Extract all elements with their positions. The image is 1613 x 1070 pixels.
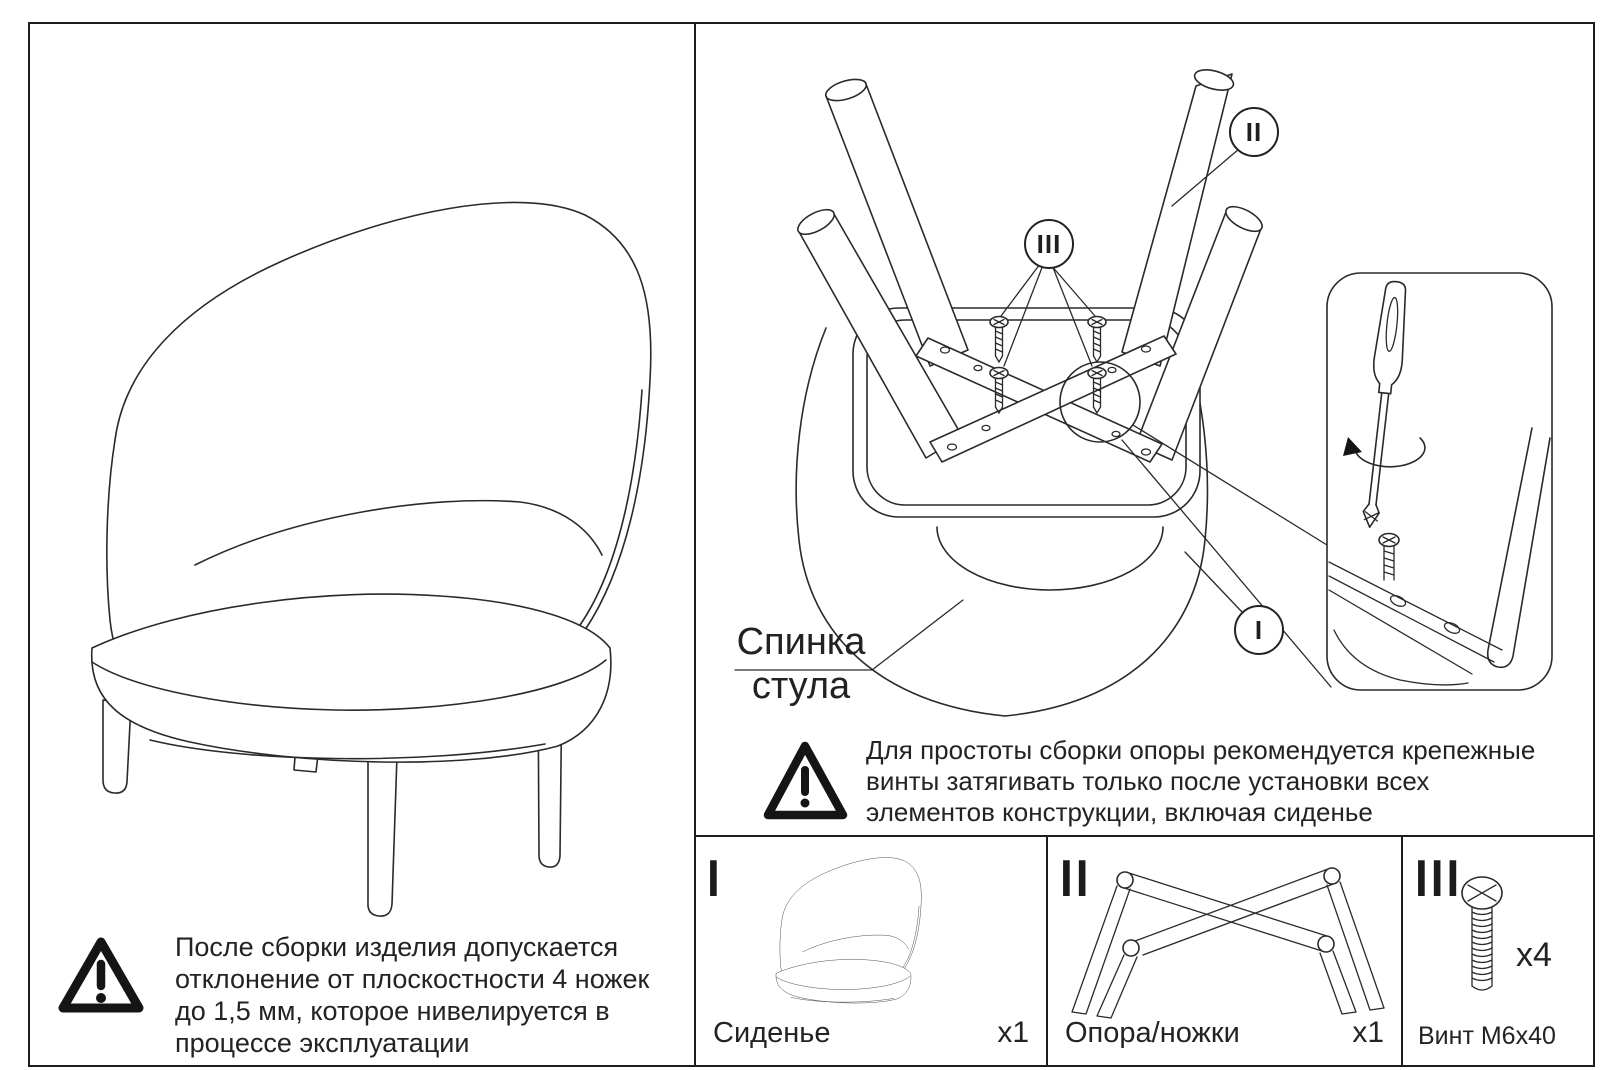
callout-III: III bbox=[1024, 219, 1074, 269]
parts-strip-divider bbox=[694, 835, 1595, 837]
part-row-seat bbox=[695, 1016, 1047, 1050]
assembly-note-line3: элементов конструкции, включая сиденье bbox=[866, 797, 1373, 827]
callout-I: I bbox=[1234, 605, 1284, 655]
assembly-note bbox=[866, 735, 1535, 828]
flatness-warning-line1: После сборки изделия допускается bbox=[175, 932, 619, 962]
callout-II: II bbox=[1229, 107, 1279, 157]
flatness-warning bbox=[175, 931, 649, 1059]
backrest-label bbox=[706, 620, 896, 708]
backrest-label-line2: стула bbox=[751, 665, 851, 707]
part-numeral-II: II bbox=[1060, 849, 1092, 908]
flatness-warning-line3: до 1,5 мм, которое нивелируется в bbox=[175, 996, 610, 1026]
panel-divider bbox=[694, 22, 696, 1067]
flatness-warning-line2: отклонение от плоскостности 4 ножек bbox=[175, 964, 650, 994]
assembly-note-line2: винты затягивать только после установки всех bbox=[866, 766, 1430, 796]
part-numeral-III: III bbox=[1415, 849, 1463, 908]
backrest-label-line1: Спинка bbox=[736, 621, 866, 663]
flatness-warning-line4: процессе эксплуатации bbox=[175, 1028, 470, 1058]
part-name: Винт M6x40 bbox=[1418, 1022, 1556, 1050]
assembly-note-line1: Для простоты сборки опоры рекомендуется крепежные bbox=[866, 735, 1536, 765]
part-qty: x4 bbox=[1516, 936, 1552, 974]
part-numeral-I: I bbox=[707, 849, 723, 908]
part-qty: x1 bbox=[997, 1016, 1029, 1049]
page-border bbox=[28, 22, 1595, 1067]
part-name: Опора/ножки bbox=[1065, 1017, 1240, 1049]
part-name: Сиденье bbox=[713, 1017, 831, 1049]
part-row-base bbox=[1047, 1016, 1402, 1050]
part-qty: x1 bbox=[1352, 1016, 1384, 1049]
